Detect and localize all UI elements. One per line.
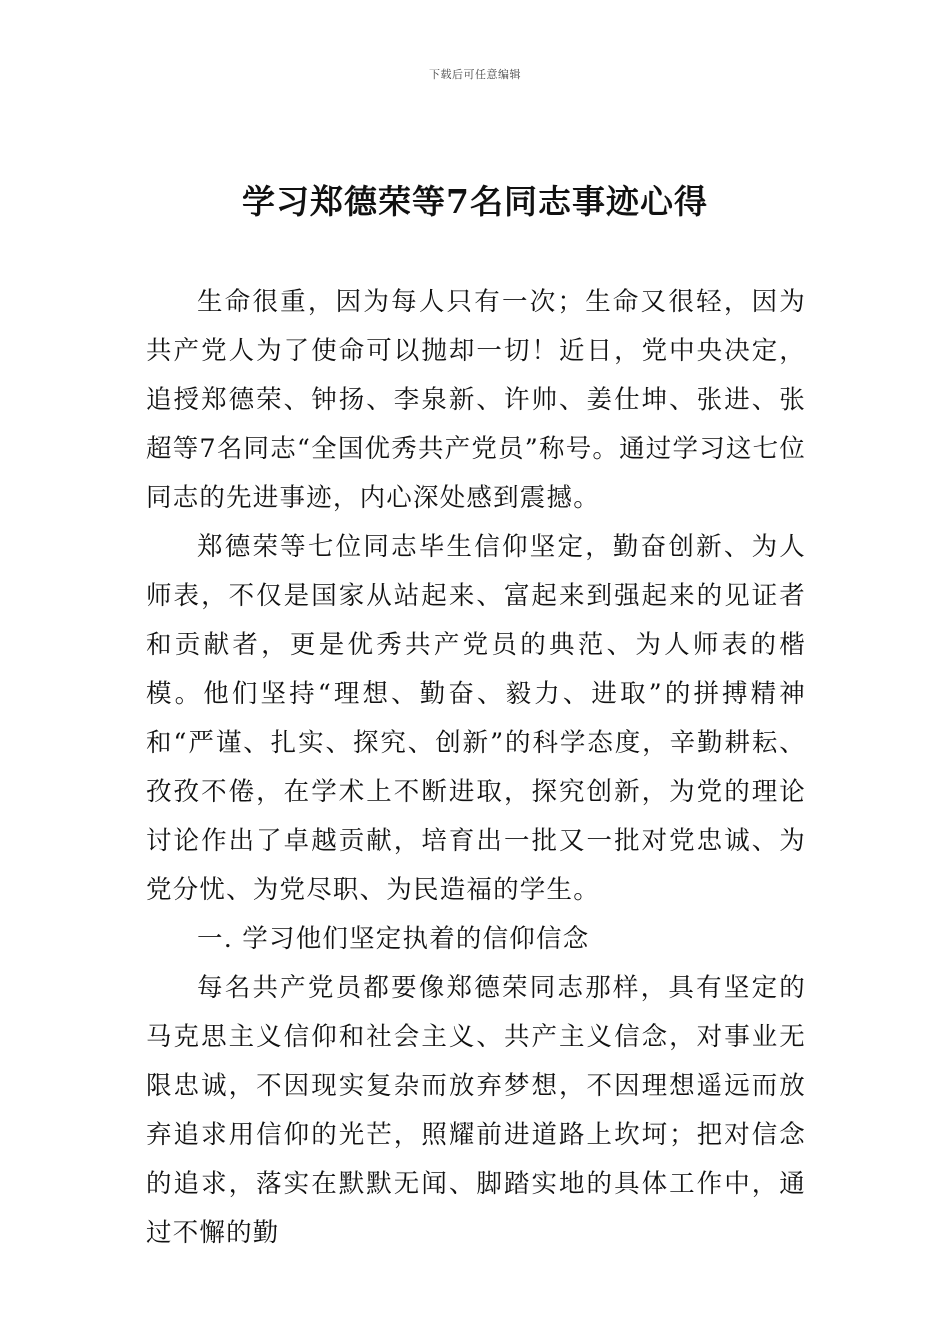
document-title: 学习郑德荣等7名同志事迹心得 bbox=[242, 182, 708, 221]
document-body bbox=[146, 278, 806, 1258]
paragraph-section-1: 每名共产党员都要像郑德荣同志那样，具有坚定的马克思主义信仰和社会主义、共产主义信念，对事业无限忠诚，不因现实复杂而放弃梦想，不因理想遥远而放弃追求用信仰的光芒，照耀前进道路上坎坷；把对信念的追求，落实在默默无闻、脚踏实地的具体工作中，通过不懈的勤 bbox=[146, 973, 806, 1248]
section-heading-1: 一. 学习他们坚定执着的信仰信念 bbox=[197, 924, 590, 954]
paragraph-intro: 生命很重，因为每人只有一次；生命又很轻，因为共产党人为了使命可以抛却一切！近日，党中央决定，追授郑德荣、钟扬、李泉新、许帅、姜仕坤、张进、张超等7名同志“全国优秀共产党员”称号。通过学习这七位同志的先进事迹，内心深处感到震撼。 bbox=[146, 287, 806, 513]
header-note: 下载后可任意编辑 bbox=[429, 68, 521, 81]
paragraph-overview: 郑德荣等七位同志毕生信仰坚定，勤奋创新、为人师表，不仅是国家从站起来、富起来到强起来的见证者和贡献者，更是优秀共产党员的典范、为人师表的楷模。他们坚持“理想、勤奋、毅力、进取”的拼搏精神和“严谨、扎实、探究、创新”的科学态度，辛勤耕耘、孜孜不倦，在学术上不断进取，探究创新，为党的理论讨论作出了卓越贡献，培育出一批又一批对党忠诚、为党分忧、为党尽职、为民造福的学生。 bbox=[146, 532, 806, 905]
